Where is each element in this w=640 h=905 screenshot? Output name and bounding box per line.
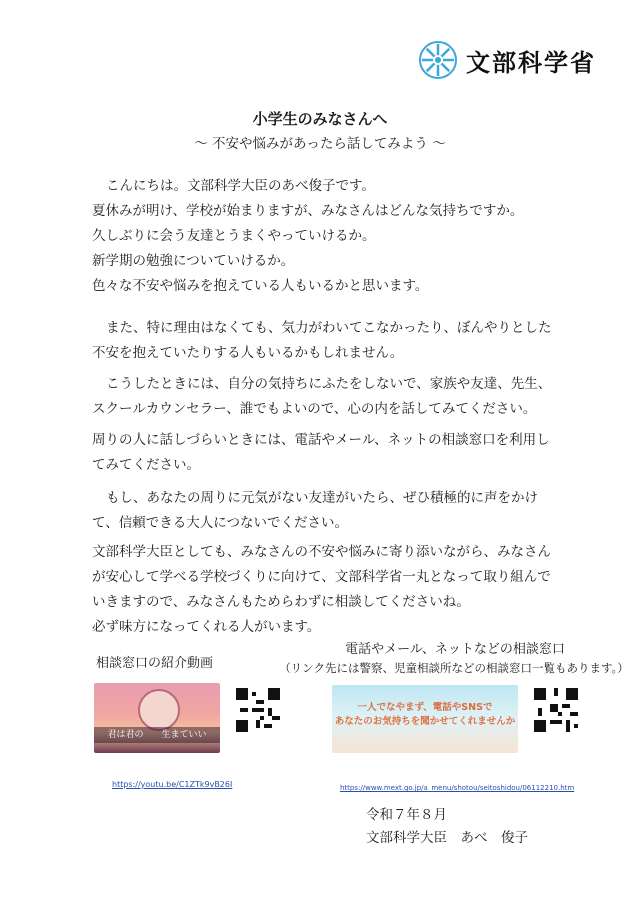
paragraph-line: こんにちは。文部科学大臣のあべ俊子です。 [106, 178, 375, 194]
paragraph-line: 色々な不安や悩みを抱えている人もいるかと思います。 [92, 278, 429, 294]
video-caption: 相談窓口の紹介動画 [96, 656, 214, 671]
paragraph-5: もし、あなたの周りに元気がない友達がいたら、ぜひ積極的に声をかけて、信頼できる大人につないでください。 [92, 490, 538, 531]
consultation-link[interactable]: https://www.mext.go.jp/a_menu/shotou/seitoshidou/06112210.htm [340, 784, 575, 792]
paragraph-line: 必ず味方になってくれる人がいます。 [92, 619, 321, 635]
paragraph-line: 新学期の勉強についていけるか。 [92, 253, 295, 269]
paragraph-line: 夏休みが明け、学校が始まりますが、みなさんはどんな気持ちですか。 [92, 203, 524, 219]
banner-line-1: 一人でなやまず、電話やSNSで [357, 702, 493, 713]
page-title: 小学生のみなさんへ [252, 110, 388, 128]
paragraph-line: 文部科学大臣としても、みなさんの不安や悩みに寄り添いながら、みなさんが安心して学べる学校づくりに向けて、文部科学省一丸となって取り組んでいきますので、みなさんもためらわずに相談してくださいね。 [92, 544, 551, 610]
paragraph-3: こうしたときには、自分の気持ちにふたをしないで、家族や友達、先生、スクールカウンセラー、誰でもよいので、心の内を話してみてください。 [92, 376, 552, 417]
paragraph-6 [92, 540, 562, 640]
logo-text: 文部科学省 [466, 48, 596, 77]
mext-logo [418, 40, 596, 80]
video-link[interactable]: https://youtu.be/C1ZTk9vB26I [112, 780, 233, 789]
signature-date: 令和７年８月 [366, 807, 447, 823]
paragraph-line: 久しぶりに会う友達とうまくやっていけるか。 [92, 228, 376, 244]
qr-code-consultation[interactable] [534, 688, 578, 732]
mext-logo-icon [418, 40, 458, 80]
paragraph-2: また、特に理由はなくても、気力がわいてこなかったり、ぼんやりとした不安を抱えていたりする人もいるかもしれません。 [92, 320, 552, 361]
consultation-note: （リンク先には警察、児童相談所などの相談窓口一覧もあります。） [279, 661, 629, 675]
video-thumbnail[interactable] [94, 683, 220, 753]
banner-line-2: あなたのお気持ちを聞かせてくれませんか [334, 716, 516, 727]
greeting-paragraph [92, 174, 562, 299]
consultation-banner[interactable] [332, 685, 518, 753]
page-subtitle: 〜 不安や悩みがあったら話してみよう 〜 [194, 136, 446, 152]
qr-code-video[interactable] [236, 688, 280, 732]
consultation-caption: 電話やメール、ネットなどの相談窓口 [345, 642, 565, 657]
paragraph-4: 周りの人に話しづらいときには、電話やメール、ネットの相談窓口を利用してみてください。 [92, 432, 550, 473]
illustration-girl [138, 689, 180, 731]
thumbnail-text: 君は君の 生まていい [94, 727, 220, 743]
signature-minister: 文部科学大臣 あべ 俊子 [366, 830, 528, 846]
